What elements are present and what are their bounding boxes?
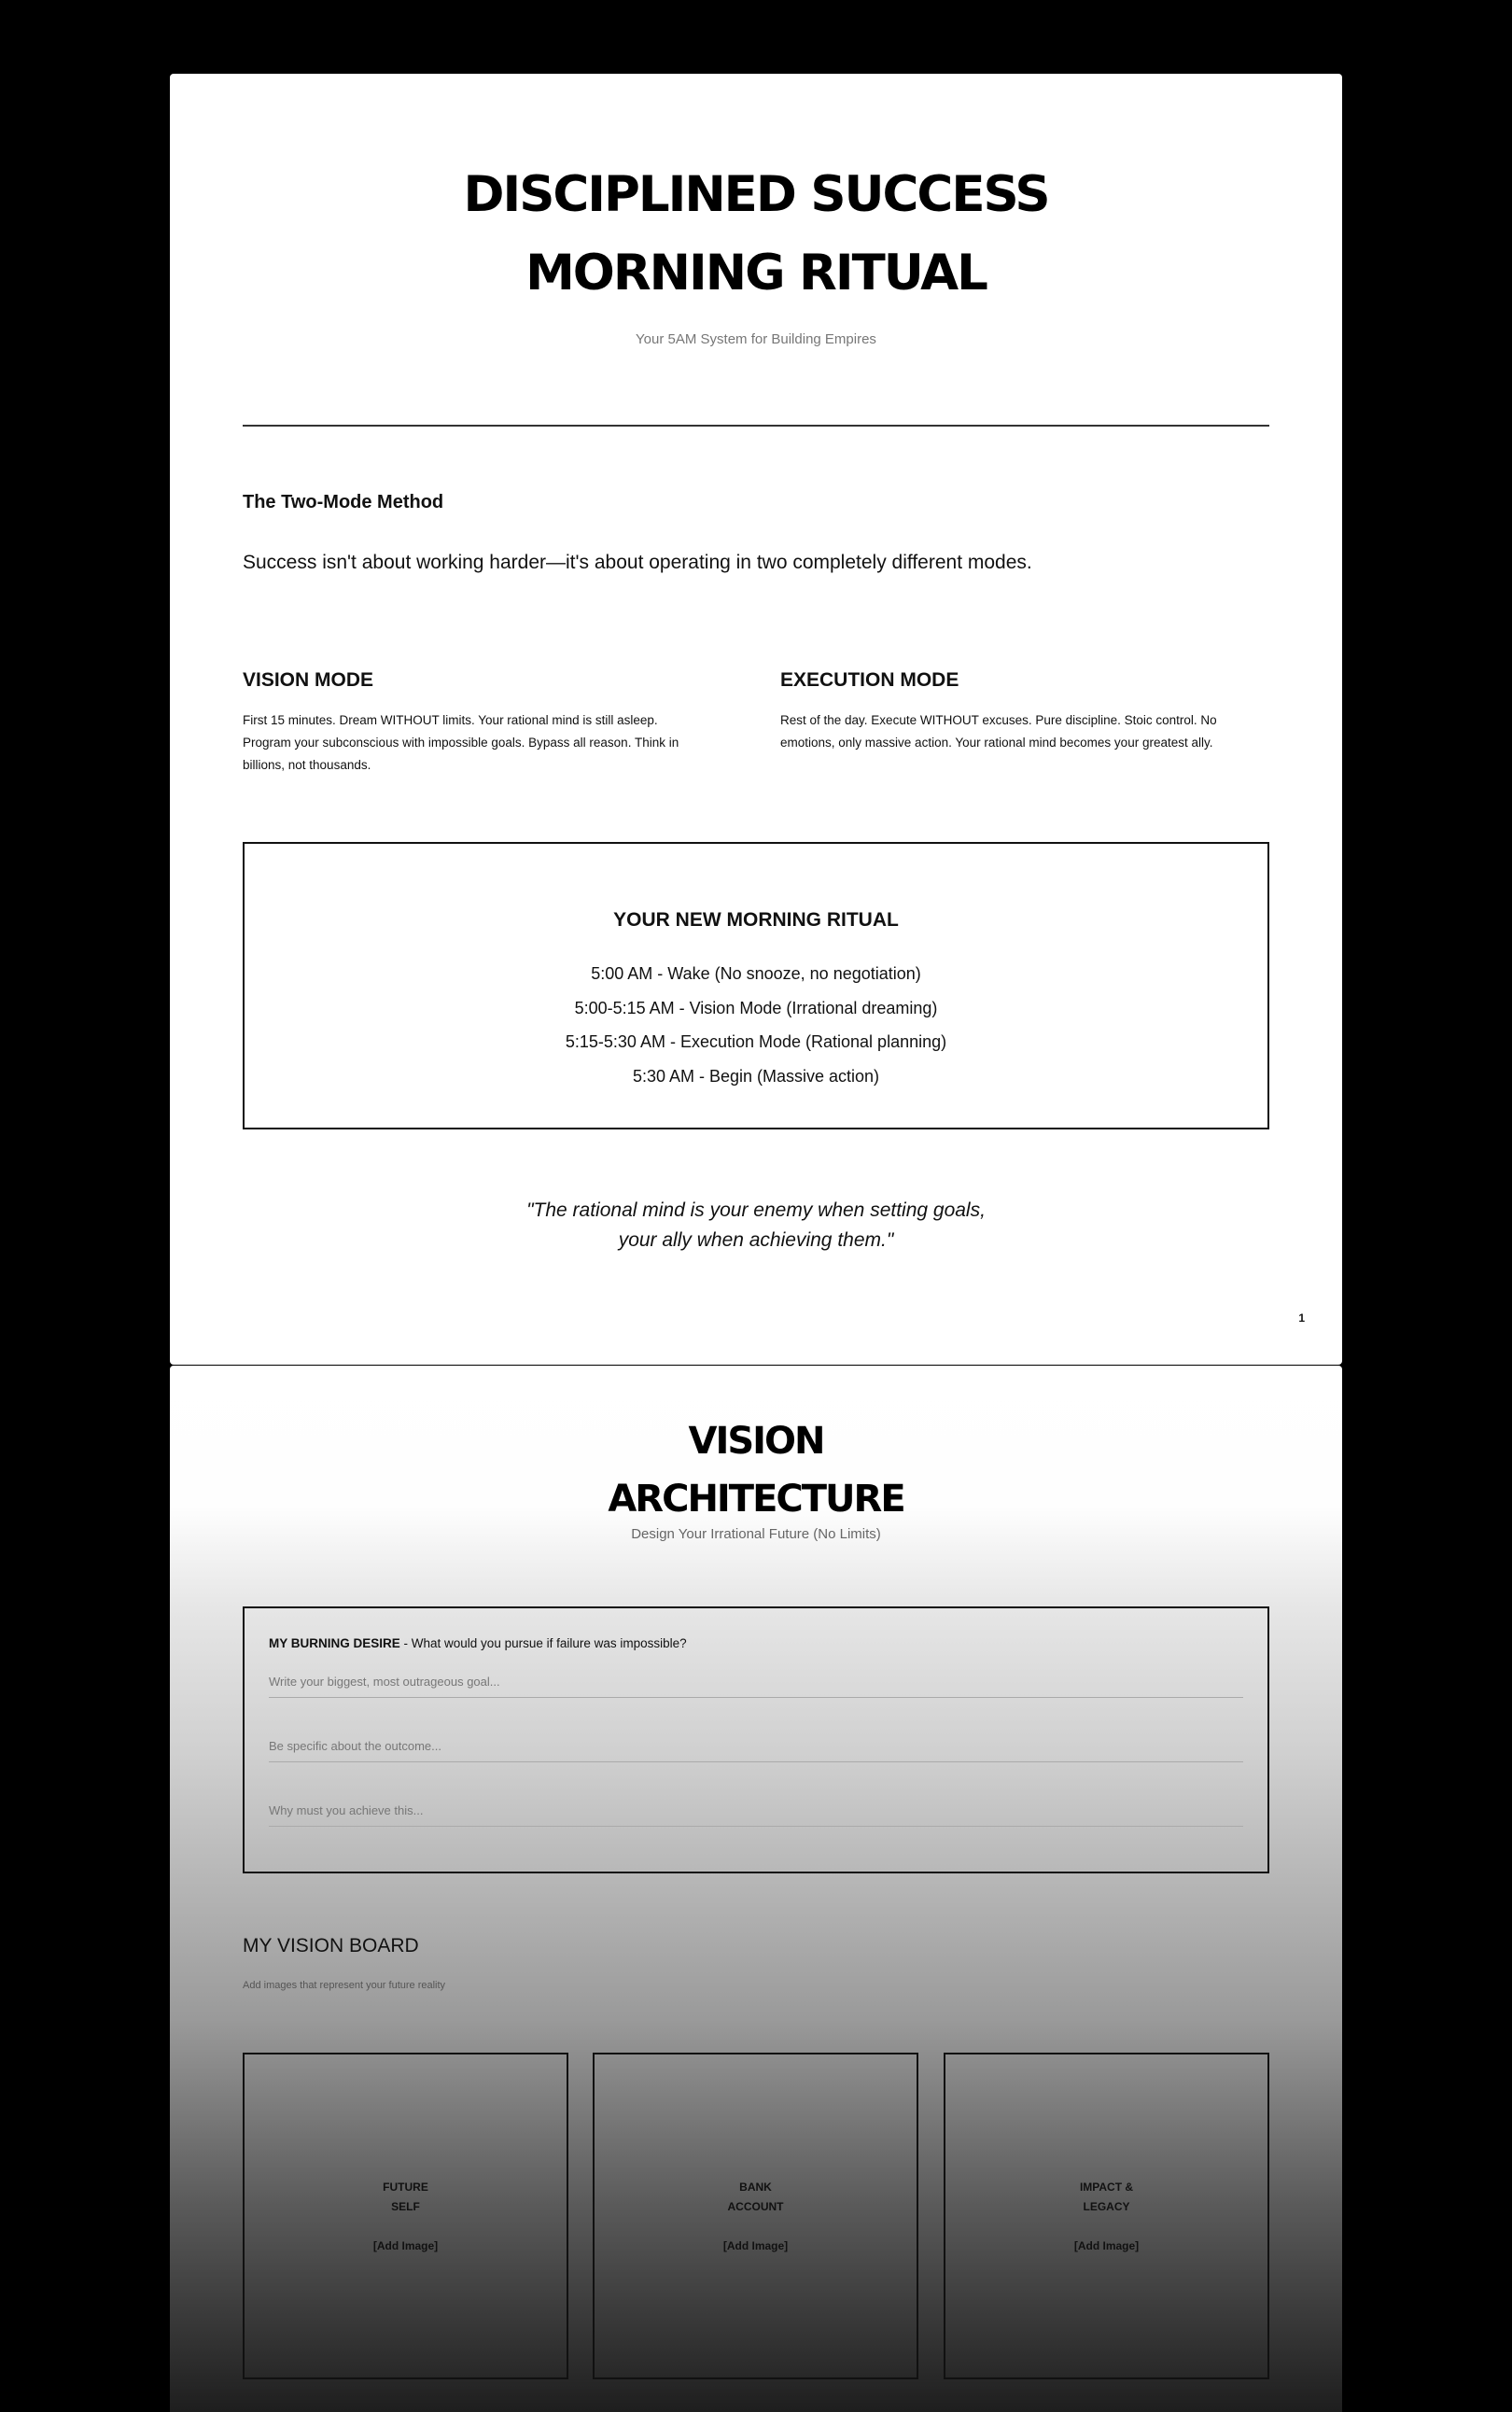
goal-field-wrapper xyxy=(269,1666,1243,1698)
divider xyxy=(243,425,1269,427)
execution-mode-text xyxy=(780,709,1247,754)
tile-label xyxy=(595,2178,917,2217)
tile-label-line: FUTURE xyxy=(383,2181,428,2194)
burning-desire-prompt xyxy=(269,1636,687,1650)
add-image-button[interactable]: [Add Image] xyxy=(1073,2239,1140,2252)
ritual-item: 5:00 AM - Wake (No snooze, no negotiation) xyxy=(591,964,921,983)
burning-desire-question: - What would you pursue if failure was impossible? xyxy=(399,1636,687,1650)
page-title xyxy=(170,1412,1342,1528)
document-page-2 xyxy=(170,1366,1342,2412)
tile-label-line: LEGACY xyxy=(1083,2200,1130,2213)
vision-mode-heading: VISION MODE xyxy=(243,669,374,691)
vision-board-heading: MY VISION BOARD xyxy=(243,1935,419,1956)
tile-label xyxy=(945,2178,1267,2217)
vision-tile-impact-legacy[interactable] xyxy=(944,2053,1269,2379)
tile-label-line: IMPACT & xyxy=(1079,2181,1134,2194)
vision-board-subtitle: Add images that represent your future reality xyxy=(243,1980,446,1991)
quote-line: "The rational mind is your enemy when setting goals, xyxy=(526,1199,986,1221)
ritual-item: 5:30 AM - Begin (Massive action) xyxy=(632,1066,880,1086)
vision-mode-line: First 15 minutes. Dream WITHOUT limits. Your rational mind is still asleep. xyxy=(243,713,658,727)
ritual-list xyxy=(170,957,1342,1093)
vision-mode-line: Program your subconscious with impossible goals. Bypass all reason. Think in xyxy=(243,736,679,750)
tile-label-line: ACCOUNT xyxy=(727,2200,784,2213)
title-line-1: VISION xyxy=(688,1420,824,1463)
ritual-item: 5:00-5:15 AM - Vision Mode (Irrational dreaming) xyxy=(574,998,938,1017)
outcome-field-wrapper xyxy=(269,1731,1243,1762)
ritual-heading: YOUR NEW MORNING RITUAL xyxy=(613,909,899,931)
quote-line: your ally when achieving them." xyxy=(618,1229,894,1251)
method-heading: The Two-Mode Method xyxy=(243,492,444,512)
page-subtitle: Your 5AM System for Building Empires xyxy=(636,331,876,347)
vision-tile-future-self[interactable] xyxy=(243,2053,568,2379)
document-page-1 xyxy=(170,74,1342,1365)
reason-field-wrapper xyxy=(269,1795,1243,1827)
burning-desire-label: MY BURNING DESIRE xyxy=(269,1636,400,1650)
add-image-button[interactable]: [Add Image] xyxy=(372,2239,439,2252)
title-line-1: DISCIPLINED SUCCESS xyxy=(463,166,1049,223)
quote xyxy=(170,1196,1342,1255)
lead-paragraph: Success isn't about working harder—it's about operating in two completely different modes. xyxy=(243,552,1032,573)
add-image-button[interactable]: [Add Image] xyxy=(722,2239,789,2252)
ritual-item: 5:15-5:30 AM - Execution Mode (Rational planning) xyxy=(565,1032,947,1051)
vision-mode-text xyxy=(243,709,709,777)
goal-input[interactable] xyxy=(269,1666,1243,1697)
execution-mode-line: emotions, only massive action. Your rational mind becomes your greatest ally. xyxy=(780,736,1213,750)
page-subtitle: Design Your Irrational Future (No Limits) xyxy=(631,1526,881,1542)
page-title xyxy=(170,156,1342,313)
title-line-2: MORNING RITUAL xyxy=(525,245,987,302)
tile-label xyxy=(245,2178,567,2217)
page-number: 1 xyxy=(1298,1311,1305,1325)
vision-tile-bank-account[interactable] xyxy=(593,2053,918,2379)
execution-mode-line: Rest of the day. Execute WITHOUT excuses. Pure discipline. Stoic control. No xyxy=(780,713,1217,727)
execution-mode-heading: EXECUTION MODE xyxy=(780,669,959,691)
reason-input[interactable] xyxy=(269,1795,1243,1826)
tile-label-line: SELF xyxy=(391,2200,420,2213)
title-line-2: ARCHITECTURE xyxy=(608,1478,904,1521)
vision-mode-line: billions, not thousands. xyxy=(243,758,371,772)
tile-label-line: BANK xyxy=(739,2181,772,2194)
outcome-input[interactable] xyxy=(269,1731,1243,1761)
